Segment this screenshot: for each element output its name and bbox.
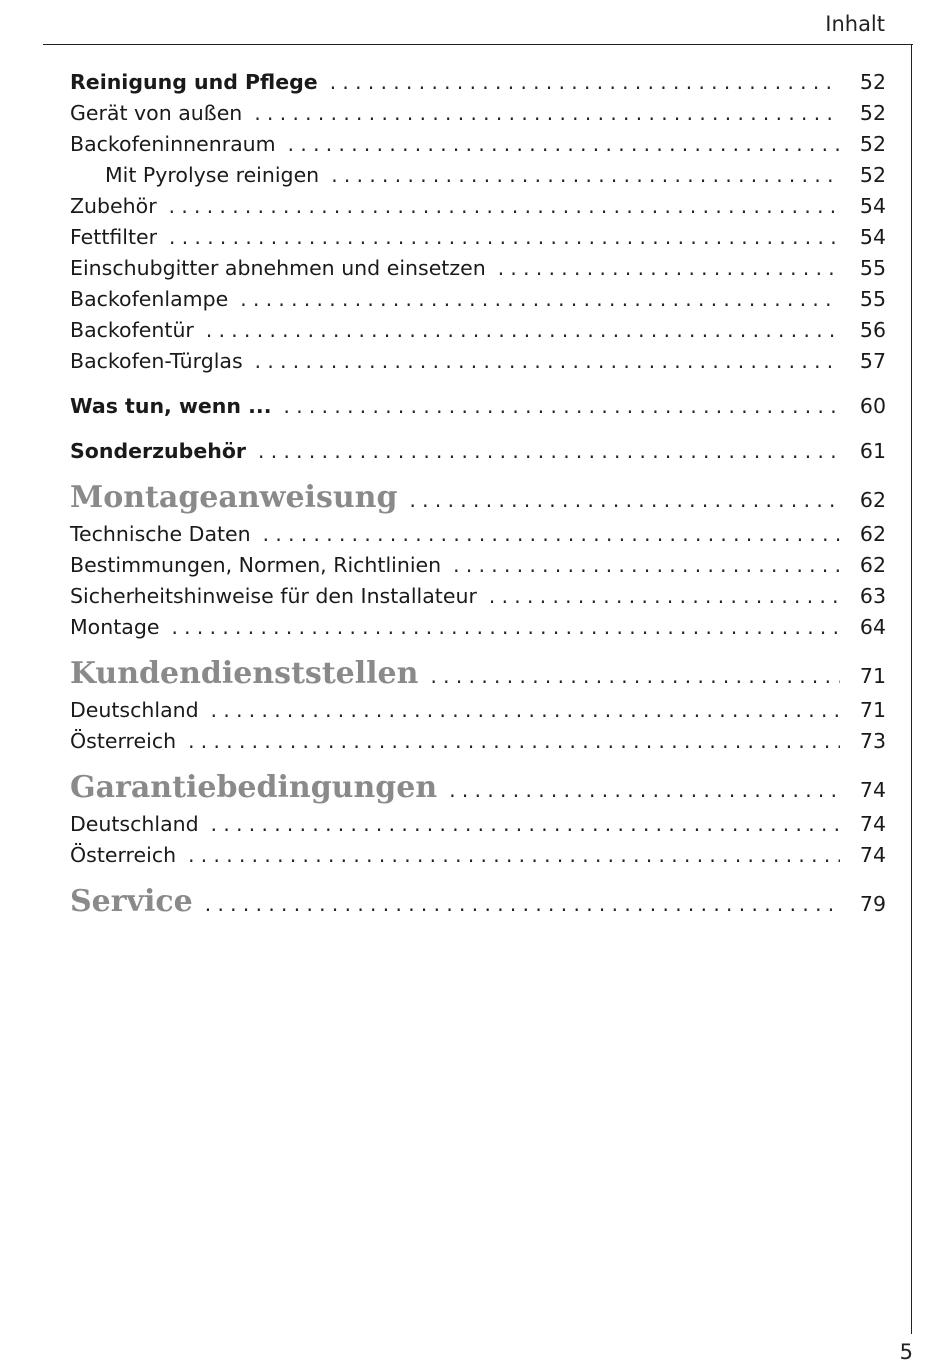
toc-entry-page: 64 [859, 615, 886, 639]
toc-chapter-label: Montageanweisung [70, 480, 398, 515]
toc-entry-page: 54 [859, 225, 886, 249]
leader-dots [409, 488, 840, 512]
toc-entry-oesterreich[interactable] [70, 729, 886, 760]
toc-entry-backofentuer[interactable] [70, 318, 886, 349]
toc-entry-page: 74 [859, 812, 886, 836]
toc-entry-page: 63 [859, 584, 886, 608]
toc-entry-zubehoer[interactable] [70, 194, 886, 225]
toc-entry-mit-pyrolyse-reinigen[interactable] [70, 163, 886, 194]
toc-chapter-service[interactable] [70, 884, 886, 926]
leader-dots [211, 812, 840, 836]
toc-entry-label: Mit Pyrolyse reinigen [105, 163, 320, 187]
toc-entry-label: Technische Daten [70, 522, 251, 546]
toc-entry-deutschland[interactable] [70, 812, 886, 843]
toc-entry-label: Zubehör [70, 194, 157, 218]
toc-entry-geraet-von-aussen[interactable] [70, 101, 886, 132]
toc-entry-page: 56 [859, 318, 886, 342]
toc-entry-technische-daten[interactable] [70, 522, 886, 553]
toc-entry-sicherheitshinweise[interactable] [70, 584, 886, 615]
toc-entry-page: 57 [859, 349, 886, 373]
leader-dots [330, 70, 840, 94]
toc-entry-page: 74 [859, 778, 886, 802]
leader-dots [240, 287, 840, 311]
toc-entry-oesterreich[interactable] [70, 843, 886, 874]
toc-entry-label: Deutschland [70, 812, 199, 836]
toc-entry-label: Backofen-Türglas [70, 349, 243, 373]
toc-entry-label: Österreich [70, 729, 177, 753]
toc-entry-page: 52 [859, 70, 886, 94]
header-title: Inhalt [825, 12, 885, 36]
toc-entry-label: Was tun, wenn ... [70, 394, 272, 418]
side-divider [911, 44, 912, 1334]
toc-chapter-label: Kundendienststellen [70, 656, 419, 691]
toc-entry-page: 79 [859, 892, 886, 916]
page-number: 5 [899, 1340, 913, 1364]
leader-dots [206, 318, 840, 342]
toc-entry-page: 62 [859, 488, 886, 512]
toc-entry-deutschland[interactable] [70, 698, 886, 729]
leader-dots [453, 553, 840, 577]
leader-dots [498, 256, 840, 280]
toc-chapter-kundendienststellen[interactable] [70, 656, 886, 698]
toc-entry-montage[interactable] [70, 615, 886, 646]
toc-entry-label: Backofentür [70, 318, 194, 342]
toc-entry-page: 54 [859, 194, 886, 218]
toc-entry-label: Bestimmungen, Normen, Richtlinien [70, 553, 442, 577]
toc-entry-label: Sicherheitshinweise für den Installateur [70, 584, 477, 608]
toc-entry-page: 52 [859, 132, 886, 156]
toc-chapter-montageanweisung[interactable] [70, 480, 886, 522]
table-of-contents [70, 70, 886, 926]
toc-entry-label: Deutschland [70, 698, 199, 722]
toc-entry-bestimmungen[interactable] [70, 553, 886, 584]
leader-dots [188, 843, 840, 867]
toc-entry-label: Backofeninnenraum [70, 132, 276, 156]
leader-dots [258, 439, 840, 463]
toc-entry-label: Montage [70, 615, 160, 639]
toc-entry-label: Reinigung und Pflege [70, 70, 318, 94]
toc-entry-page: 52 [859, 101, 886, 125]
toc-entry-label: Fettfilter [70, 225, 158, 249]
toc-entry-page: 60 [859, 394, 886, 418]
toc-entry-sonderzubehoer[interactable] [70, 439, 886, 470]
leader-dots [288, 132, 840, 156]
leader-dots [449, 778, 840, 802]
toc-chapter-label: Service [70, 884, 193, 919]
toc-entry-label: Österreich [70, 843, 177, 867]
toc-entry-label: Backofenlampe [70, 287, 229, 311]
leader-dots [211, 698, 840, 722]
toc-entry-label: Einschubgitter abnehmen und einsetzen [70, 256, 486, 280]
spacer [70, 380, 886, 394]
toc-entry-reinigung-und-pflege[interactable] [70, 70, 886, 101]
toc-entry-page: 71 [859, 664, 886, 688]
leader-dots [284, 394, 841, 418]
leader-dots [263, 522, 840, 546]
leader-dots [489, 584, 840, 608]
toc-entry-page: 62 [859, 553, 886, 577]
leader-dots [188, 729, 840, 753]
toc-entry-page: 55 [859, 287, 886, 311]
toc-chapter-label: Garantiebedingungen [70, 770, 438, 805]
toc-entry-page: 62 [859, 522, 886, 546]
header-divider [43, 44, 913, 45]
toc-entry-einschubgitter[interactable] [70, 256, 886, 287]
toc-entry-page: 73 [859, 729, 886, 753]
toc-entry-fettfilter[interactable] [70, 225, 886, 256]
leader-dots [205, 892, 840, 916]
leader-dots [254, 101, 840, 125]
toc-entry-page: 74 [859, 843, 886, 867]
toc-entry-page: 52 [859, 163, 886, 187]
toc-entry-page: 61 [859, 439, 886, 463]
leader-dots [255, 349, 840, 373]
leader-dots [169, 194, 840, 218]
toc-entry-was-tun-wenn[interactable] [70, 394, 886, 425]
toc-chapter-garantiebedingungen[interactable] [70, 770, 886, 812]
leader-dots [169, 225, 840, 249]
toc-entry-label: Sonderzubehör [70, 439, 247, 463]
leader-dots [171, 615, 840, 639]
leader-dots [331, 163, 840, 187]
toc-entry-backofenlampe[interactable] [70, 287, 886, 318]
spacer [70, 425, 886, 439]
toc-entry-label: Gerät von außen [70, 101, 243, 125]
toc-entry-page: 71 [859, 698, 886, 722]
toc-entry-backofeninnenraum[interactable] [70, 132, 886, 163]
toc-entry-backofen-tuerglas[interactable] [70, 349, 886, 380]
leader-dots [430, 664, 840, 688]
toc-entry-page: 55 [859, 256, 886, 280]
